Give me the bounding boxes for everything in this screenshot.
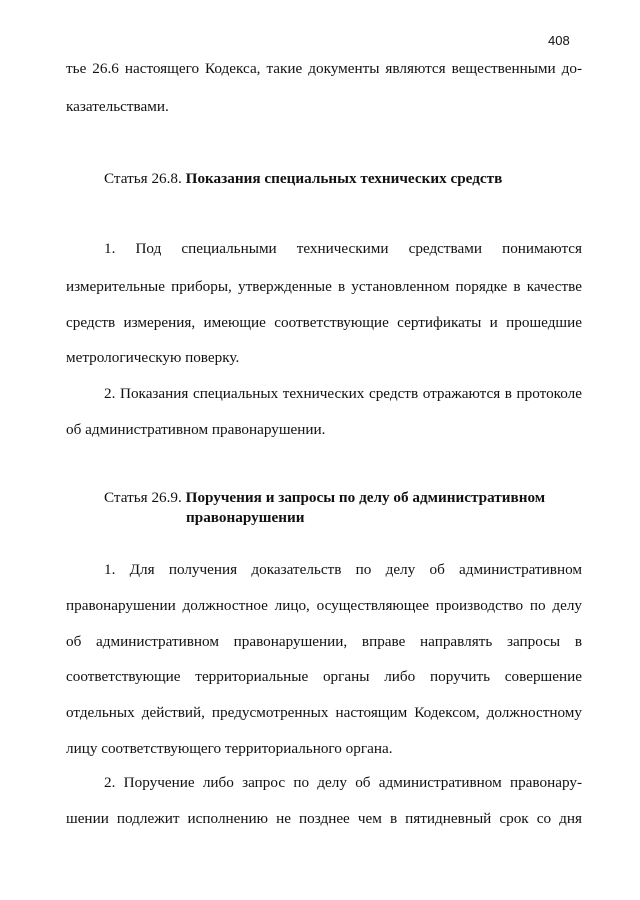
article-26-9-para1-line-6: лицу соответствующего территориального органа.	[66, 740, 393, 757]
article-26-8-para1-line-3: средств измерения, имеющие соответствующие сертификаты и прошедшие	[66, 314, 582, 331]
article-26-8-para1-line-1: 1. Под специальными техническими средствами понимаются	[104, 240, 582, 257]
article-26-9-para2-line-1: 2. Поручение либо запрос по делу об административном правонару-	[104, 774, 582, 791]
article-26-8-heading	[104, 169, 502, 189]
article-26-9-heading-line-2	[186, 508, 304, 528]
article-26-9-prefix: Статья 26.9.	[104, 489, 186, 506]
article-26-9-title-line-1: Поручения и запросы по делу об административном	[185, 489, 546, 506]
continuation-line-1: тье 26.6 настоящего Кодекса, такие документы являются вещественными до-	[66, 60, 582, 77]
article-26-9-para1-line-5: отдельных действий, предусмотренных настоящим Кодексом, должностному	[66, 704, 582, 721]
article-26-9-para1-line-2: правонарушении должностное лицо, осуществляющее производство по делу	[66, 597, 582, 614]
article-26-8-para1-line-4: метрологическую поверку.	[66, 349, 240, 366]
article-26-9-title-line-2: правонарушении	[186, 509, 305, 526]
page-number: 408	[548, 33, 570, 48]
article-26-9-para1-line-4: соответствующие территориальные органы либо поручить совершение	[66, 668, 582, 685]
article-26-8-prefix: Статья 26.8.	[104, 170, 186, 187]
continuation-line-2: казательствами.	[66, 98, 169, 115]
article-26-8-title: Показания специальных технических средств	[185, 170, 503, 187]
article-26-8-para2-line-2: об административном правонарушении.	[66, 421, 326, 438]
article-26-8-para2-line-1: 2. Показания специальных технических средств отражаются в протоколе	[104, 385, 582, 402]
article-26-9-para1-line-3: об административном правонарушении, вправе направлять запросы в	[66, 633, 582, 650]
article-26-9-para1-line-1: 1. Для получения доказательств по делу об административном	[104, 561, 582, 578]
article-26-9-para2-line-2: шении подлежит исполнению не позднее чем в пятидневный срок со дня	[66, 810, 582, 827]
article-26-8-para1-line-2: измерительные приборы, утвержденные в установленном порядке в качестве	[66, 278, 582, 295]
article-26-9-heading	[104, 488, 545, 508]
